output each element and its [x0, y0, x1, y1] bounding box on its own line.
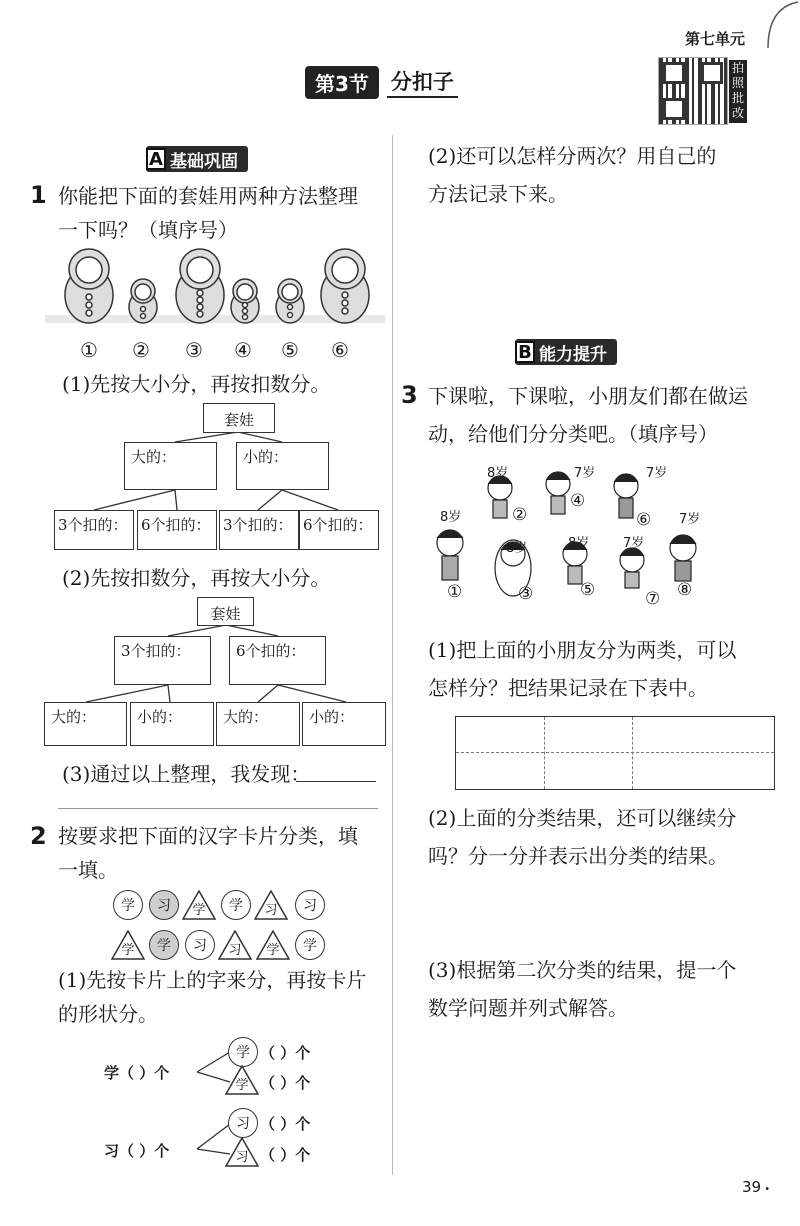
q3-part2-line2: 吗？分一分并表示出分类的结果。 [428, 844, 728, 868]
tree1-leaf-2[interactable]: 6个扣的： [137, 510, 217, 550]
q1-text-line2: 一下吗？（填序号） [58, 218, 238, 242]
kid-num-8: ⑧ [677, 580, 693, 600]
q1-part-extra-line2: 方法记录下来。 [428, 182, 568, 206]
doll-number-3: ③ [185, 338, 203, 362]
tree1-leaf-4[interactable]: 6个扣的： [299, 510, 379, 550]
doll-number-4: ④ [234, 338, 252, 362]
kid-num-2: ② [512, 505, 528, 525]
q2-part1-line1: (1)先按卡片上的字来分，再按卡片 [58, 968, 367, 992]
doll-number-5: ⑤ [281, 338, 299, 362]
kid-age-2: 8岁 [487, 466, 509, 481]
xue-triangle-count[interactable]: （ ）个 [260, 1074, 311, 1092]
tree2-leaf-2[interactable]: 小的： [130, 702, 214, 746]
child-figures [437, 472, 696, 596]
tree2-mid-3buttons[interactable]: 3个扣的： [114, 636, 211, 685]
branch-xi-circle: 习 [228, 1108, 258, 1138]
xue-circle-count[interactable]: （ ）个 [260, 1044, 311, 1062]
kid-age-1: 8岁 [440, 510, 462, 525]
card-r1-3: 学 [182, 890, 216, 920]
tree2-mid-6buttons[interactable]: 6个扣的： [229, 636, 326, 685]
tree2-leaf-3[interactable]: 大的： [216, 702, 300, 746]
card-r1-1: 学 [113, 890, 143, 920]
tree1-mid-small[interactable]: 小的： [236, 442, 329, 490]
kid-num-3: ③ [518, 584, 534, 604]
card-r1-6: 习 [295, 890, 325, 920]
page-number: 39 • [742, 1178, 771, 1196]
kid-num-6: ⑥ [636, 510, 652, 530]
branch-xue-triangle: 学 [225, 1065, 259, 1095]
kid-age-8: 7岁 [679, 512, 701, 527]
q1-part-extra-line1: (2)还可以怎样分两次？用自己的 [428, 144, 717, 168]
card-r2-4: 习 [218, 930, 252, 960]
q1-part2: (2)先按扣数分，再按大小分。 [62, 566, 331, 590]
q2-branch-lines [0, 0, 400, 1180]
q3-part2-line1: (2)上面的分类结果，还可以继续分 [428, 806, 737, 830]
kid-age-3: 8岁 [506, 541, 528, 556]
section-a-label: 基础巩固 [170, 151, 238, 172]
tree2-root: 套娃 [197, 597, 254, 626]
q3-text-line1: 下课啦，下课啦，小朋友们都在做运 [428, 384, 748, 408]
title-topic: 分扣子 [387, 66, 458, 98]
q3-number: 3 [401, 381, 418, 409]
q1-text-line1: 你能把下面的套娃用两种方法整理 [58, 184, 358, 208]
q2-text-line2: 一填。 [58, 858, 118, 882]
q2-number: 2 [30, 822, 47, 850]
unit-label: 第七单元 [685, 30, 746, 48]
branch-xi-triangle: 习 [225, 1137, 259, 1167]
card-r1-5: 习 [254, 890, 288, 920]
q3-part1-line2: 怎样分？把结果记录在下表中。 [428, 676, 708, 700]
kid-age-7: 7岁 [623, 536, 645, 551]
card-r1-2: 习 [149, 890, 179, 920]
section-a-letter: A [146, 148, 166, 170]
tree2-leaf-1[interactable]: 大的： [44, 702, 127, 746]
kid-num-4: ④ [570, 491, 586, 511]
q3-text-line2: 动，给他们分分类吧。（填序号） [428, 422, 718, 446]
tree1-root: 套娃 [203, 403, 275, 433]
q3-part1-line1: (1)把上面的小朋友分为两类，可以 [428, 638, 737, 662]
doll-number-2: ② [132, 338, 150, 362]
branch-xue-circle: 学 [228, 1037, 258, 1067]
kid-age-4: 7岁 [574, 466, 596, 481]
kid-age-6: 7岁 [646, 466, 668, 481]
card-r2-6: 学 [295, 930, 325, 960]
doll-number-1: ① [80, 338, 98, 362]
xi-circle-count[interactable]: （ ）个 [260, 1115, 311, 1133]
card-r2-2: 学 [149, 930, 179, 960]
q3-part3-line1: (3)根据第二次分类的结果，提一个 [428, 958, 737, 982]
kid-num-5: ⑤ [580, 580, 596, 600]
section-b-badge [515, 339, 617, 365]
xue-count-label[interactable]: 学（ ）个 [104, 1064, 170, 1082]
kid-num-1: ① [447, 582, 463, 602]
corner-curve [760, 0, 800, 50]
q1-part3: (3)通过以上整理，我发现： [62, 762, 311, 786]
kid-num-7: ⑦ [645, 589, 661, 609]
tree1-mid-big[interactable]: 大的： [124, 442, 217, 490]
tree2-leaf-4[interactable]: 小的： [302, 702, 386, 746]
q1-number: 1 [30, 181, 47, 209]
qr-code[interactable] [658, 57, 728, 125]
q1-part1: (1)先按大小分，再按扣数分。 [62, 372, 331, 396]
xi-triangle-count[interactable]: （ ）个 [260, 1146, 311, 1164]
q2-text-line1: 按要求把下面的汉字卡片分类，填 [58, 824, 358, 848]
xi-count-label[interactable]: 习（ ）个 [104, 1142, 170, 1160]
card-r2-3: 习 [185, 930, 215, 960]
kid-age-5: 8岁 [568, 536, 590, 551]
section-b-letter: B [515, 341, 535, 363]
card-r2-1: 学 [111, 930, 145, 960]
doll-number-6: ⑥ [331, 338, 349, 362]
q3-part3-line2: 数学问题并列式解答。 [428, 996, 628, 1020]
tree1-leaf-3[interactable]: 3个扣的： [219, 510, 299, 550]
card-r2-5: 学 [256, 930, 290, 960]
qr-side-label: 拍照批改 [729, 60, 747, 123]
q2-part1-line2: 的形状分。 [58, 1002, 158, 1026]
tree1-leaf-1[interactable]: 3个扣的： [54, 510, 134, 550]
answer-table[interactable] [455, 716, 775, 790]
section-b-label: 能力提升 [539, 344, 607, 365]
card-r1-4: 学 [221, 890, 251, 920]
title-section: 第3节 [305, 66, 379, 99]
